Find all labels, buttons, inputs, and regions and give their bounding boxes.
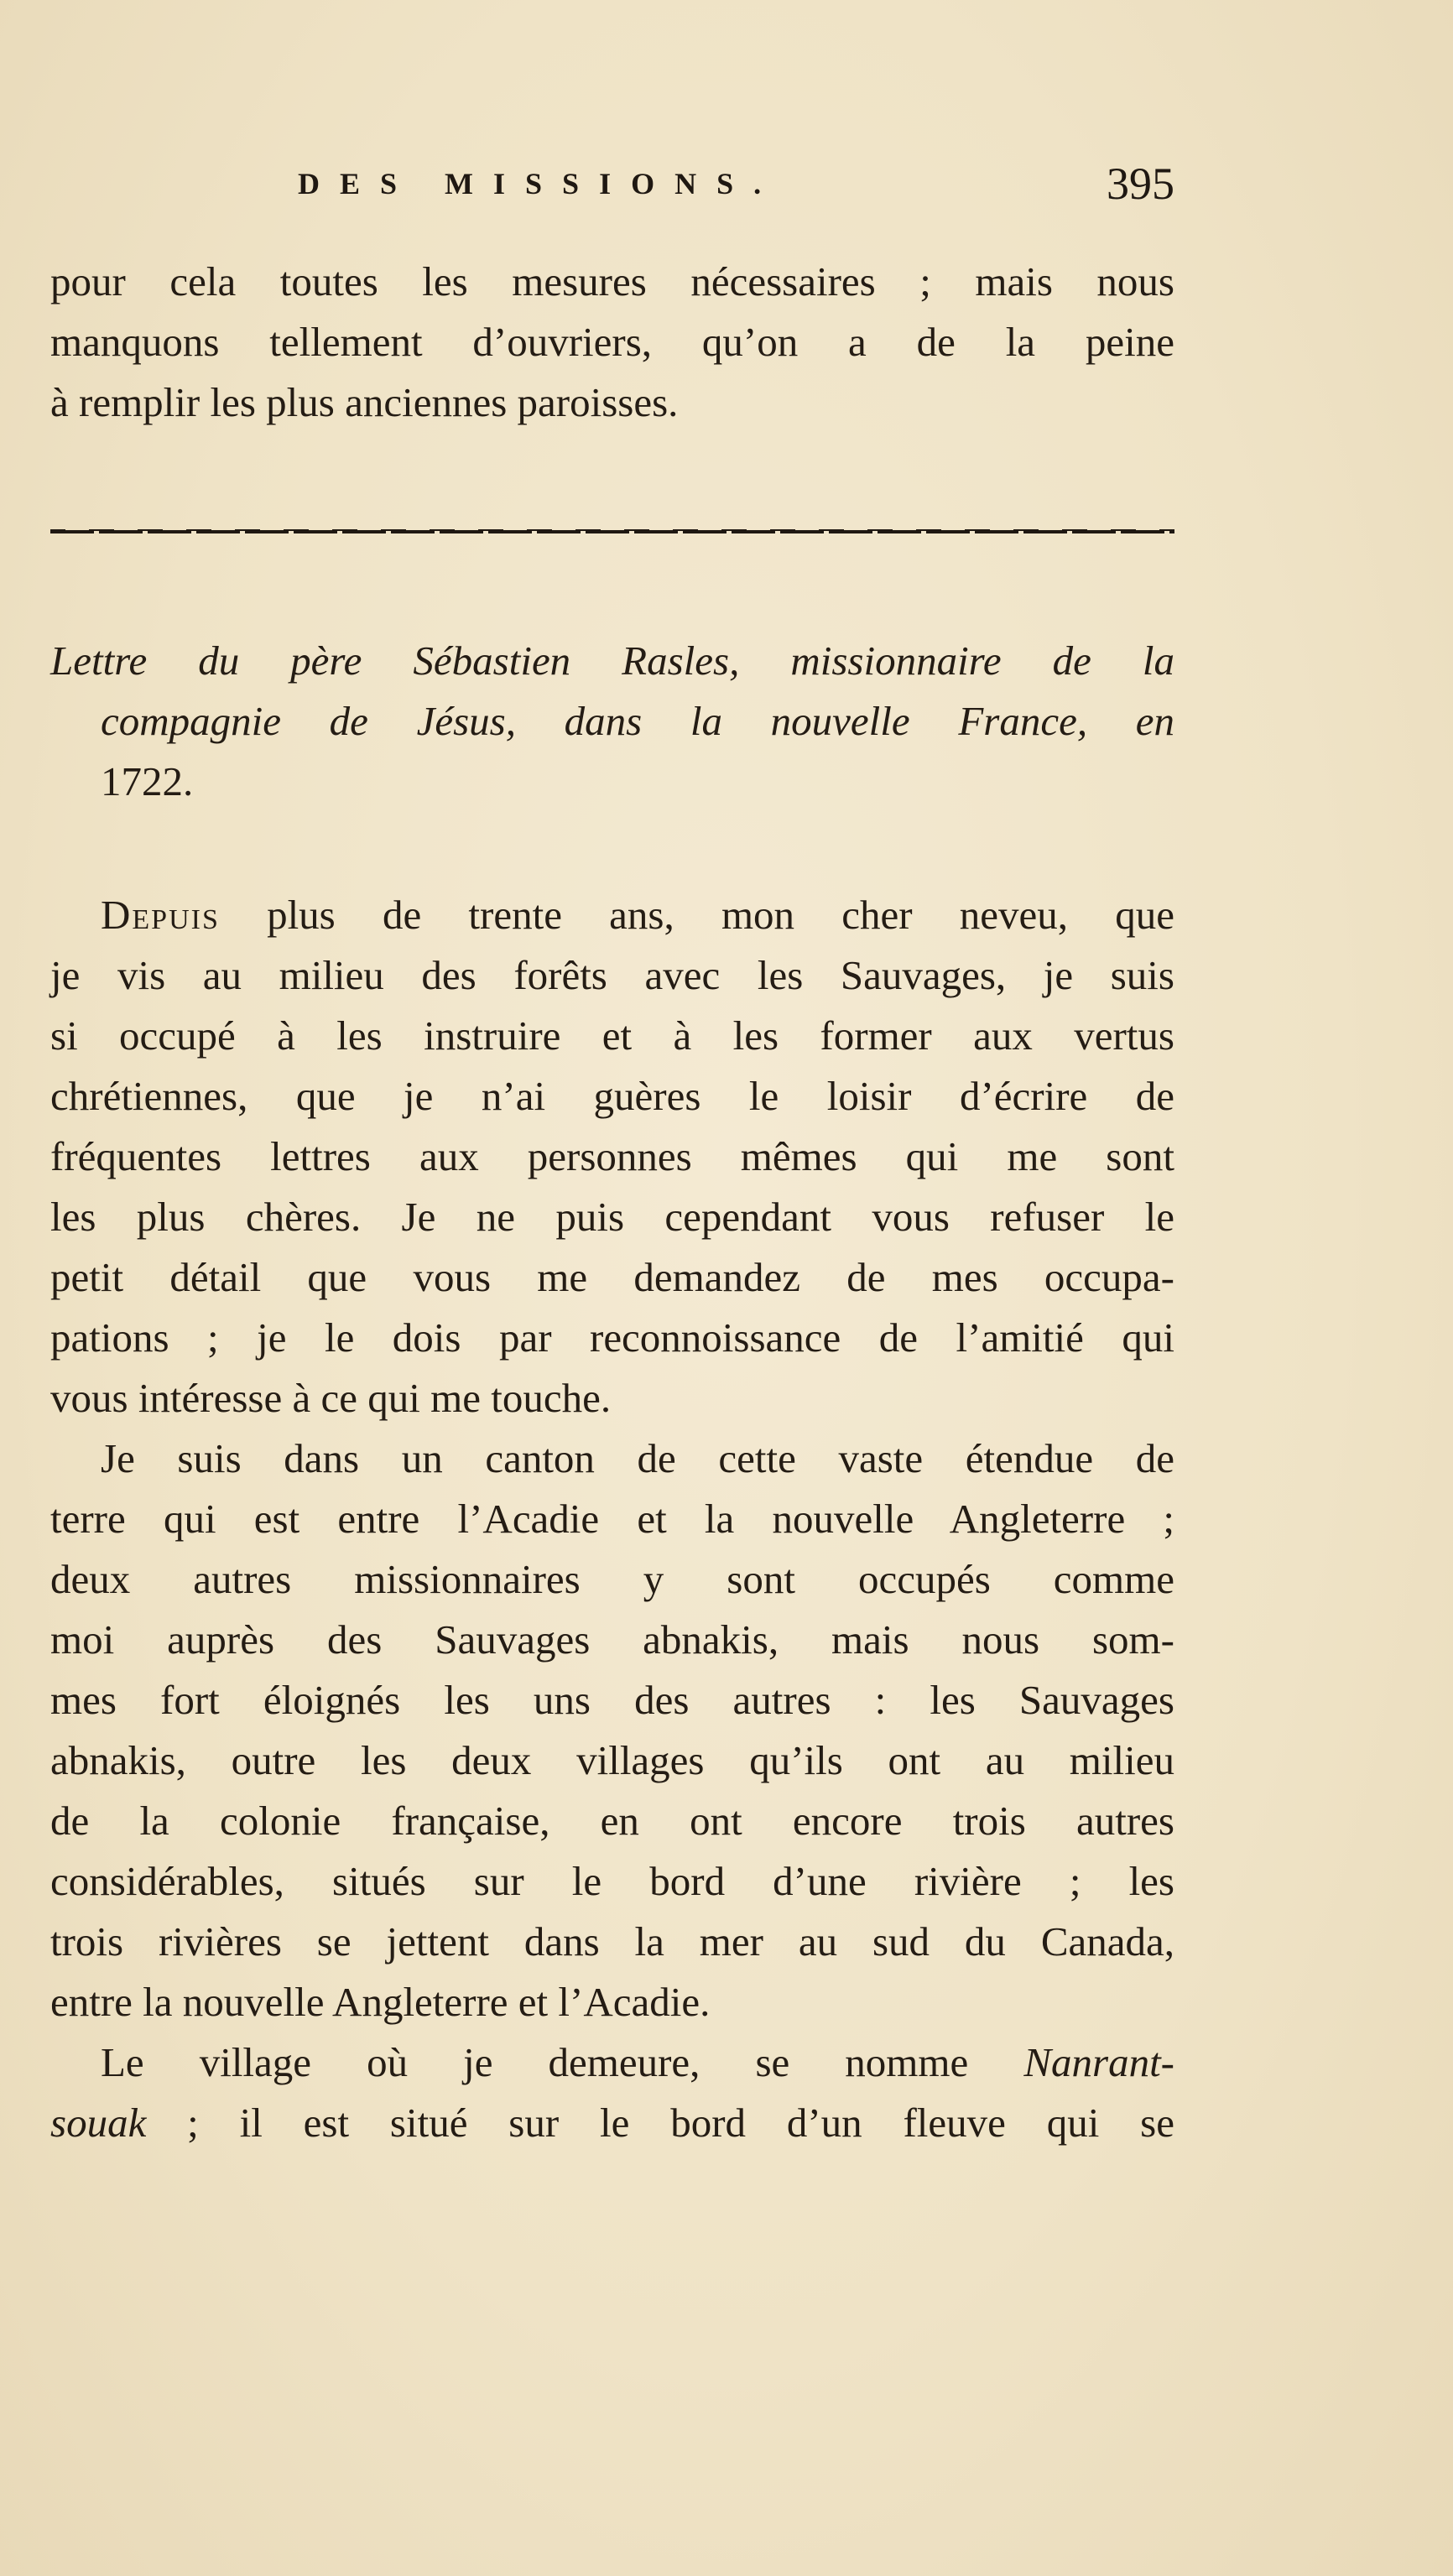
text-line: terre qui est entre l’Acadie et la nouvelle Angleterre ; <box>50 1496 1174 1542</box>
text-line: pations ; je le dois par reconnoissance de l’amitié qui <box>50 1314 1174 1361</box>
title-line: compagnie de Jésus, dans la nouvelle France, en <box>101 698 1174 744</box>
title-line: Lettre du père Sébastien Rasles, missionnaire de la <box>50 637 1174 684</box>
text-line: Je suis dans un canton de cette vaste étendue de <box>101 1435 1174 1481</box>
text-line: moi auprès des Sauvages abnakis, mais nous som- <box>50 1616 1174 1663</box>
text-line <box>50 885 1174 945</box>
decorative-rule <box>50 527 1174 535</box>
text-line: vous intéresse à ce qui me touche. <box>50 1375 612 1421</box>
intro-paragraph <box>50 252 1174 433</box>
rule-ornament <box>50 527 1174 535</box>
text-line: mes fort éloignés les uns des autres : les Sauvages <box>50 1677 1174 1723</box>
running-head: DES MISSIONS. <box>298 167 782 200</box>
letter-year: 1722. <box>101 758 194 804</box>
text-line: chrétiennes, que je n’ai guères le loisir d’écrire de <box>50 1073 1174 1119</box>
page-header <box>298 158 1174 216</box>
text-line: petit détail que vous me demandez de mes occupa- <box>50 1254 1174 1300</box>
text-line: abnakis, outre les deux villages qu’ils ont au milieu <box>50 1737 1174 1783</box>
text-line: deux autres missionnaires y sont occupés comme <box>50 1556 1174 1602</box>
text-line: je vis au milieu des forêts avec les Sauvages, je suis <box>50 952 1174 998</box>
text-line: si occupé à les instruire et à les former aux vertus <box>50 1012 1174 1059</box>
text-fragment: Le village où je demeure, se nomme <box>101 2039 1024 2085</box>
text-line: considérables, situés sur le bord d’une rivière ; les <box>50 1858 1174 1904</box>
drop-word: Depuis <box>101 892 220 938</box>
place-name: souak <box>50 2100 147 2146</box>
text-line: à remplir les plus anciennes paroisses. <box>50 379 679 425</box>
text-line: fréquentes lettres aux personnes mêmes qui me sont <box>50 1133 1174 1179</box>
title-line <box>50 752 1174 812</box>
text-line <box>50 2032 1174 2093</box>
text-fragment: ; il est situé sur le bord d’un fleuve qui se <box>146 2100 1174 2146</box>
text-line: de la colonie française, en ont encore trois autres <box>50 1798 1174 1844</box>
page-number: 395 <box>1107 159 1174 209</box>
text-line: entre la nouvelle Angleterre et l’Acadie. <box>50 1979 711 2025</box>
text-line: les plus chères. Je ne puis cependant vous refuser le <box>50 1194 1174 1240</box>
letter-title <box>50 631 1174 812</box>
text-fragment: plus de trente ans, mon cher neveu, que <box>219 892 1174 938</box>
text-line: pour cela toutes les mesures nécessaires ; mais nous <box>50 258 1174 304</box>
text-line: manquons tellement d’ouvriers, qu’on a de la peine <box>50 319 1174 365</box>
text-line <box>50 2093 1174 2153</box>
text-line: trois rivières se jettent dans la mer au sud du Canada, <box>50 1918 1174 1965</box>
letter-body <box>50 885 1174 2153</box>
place-name: Nanrant- <box>1023 2039 1174 2085</box>
